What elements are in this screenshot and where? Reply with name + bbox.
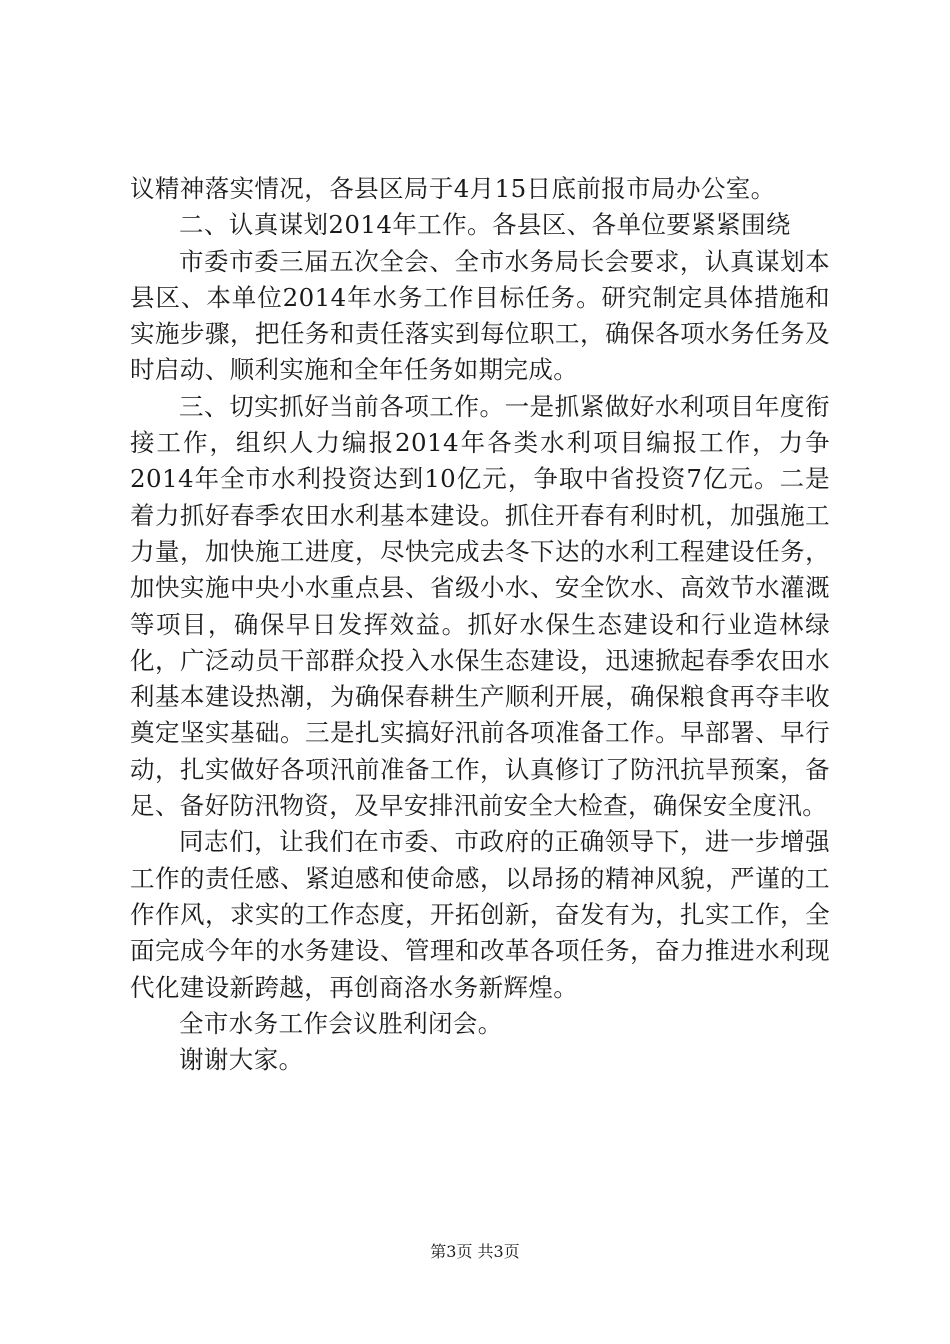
- paragraph-section-two-body: 市委市委三届五次全会、全市水务局长会要求，认真谋划本县区、本单位2014年水务工作目标任务。研究制定具体措施和实施步骤，把任务和责任落实到每位职工，确保各项水务任务及时启动、顺利实施和全年任务如期完成。: [130, 246, 830, 385]
- paragraph-section-two-heading: 二、认真谋划2014年工作。各县区、各单位要紧紧围绕: [179, 210, 791, 240]
- document-body: [130, 171, 830, 1078]
- paragraph-thanks: 谢谢大家。: [179, 1045, 304, 1075]
- paragraph-meeting-closed: 全市水务工作会议胜利闭会。: [179, 1008, 503, 1038]
- page-footer: [0, 1242, 950, 1262]
- paragraph-section-three: 三、切实抓好当前各项工作。一是抓紧做好水利项目年度衔接工作，组织人力编报2014年各类水利项目编报工作，力争2014年全市水利投资达到10亿元，争取中省投资7亿元。二是着力抓好春季农田水利基本建设。抓住开春有利时机，加强施工力量，加快施工进度，尽快完成去冬下达的水利工程建设任务，加快实施中央小水重点县、省级小水、安全饮水、高效节水灌溉等项目，确保早日发挥效益。抓好水保生态建设和行业造林绿化，广泛动员干部群众投入水保生态建设，迅速掀起春季农田水利基本建设热潮，为确保春耕生产顺利开展，确保粮食再夺丰收奠定坚实基础。三是扎实搞好汛前各项准备工作。早部署、早行动，扎实做好各项汛前准备工作，认真修订了防汛抗旱预案，备足、备好防汛物资，及早安排汛前安全大检查，确保安全度汛。: [130, 391, 830, 821]
- paragraph-continuation: 议精神落实情况，各县区局于4月15日底前报市局办公室。: [130, 174, 776, 203]
- paragraph-closing-appeal: 同志们，让我们在市委、市政府的正确领导下，进一步增强工作的责任感、紧迫感和使命感，以昂扬的精神风貌，严谨的工作作风，求实的工作态度，开拓创新，奋发有为，扎实工作，全面完成今年的水务建设、管理和改革各项任务，奋力推进水利现代化建设新跨越，再创商洛水务新辉煌。: [130, 827, 830, 1002]
- page-number: 第3页 共3页: [430, 1242, 520, 1261]
